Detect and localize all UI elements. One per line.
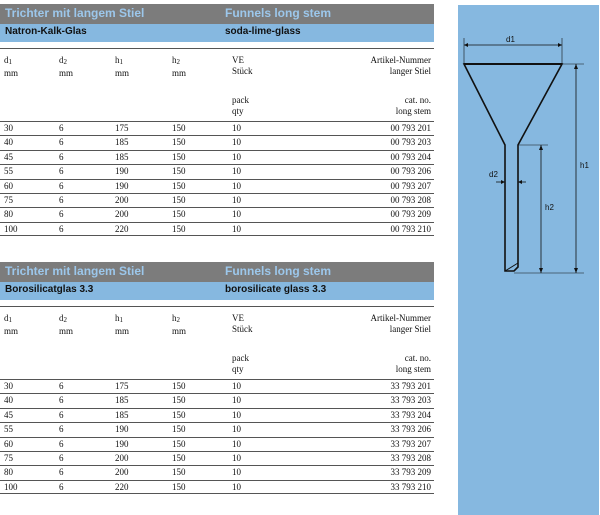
column-header [0, 306, 434, 351]
table-row: 55 6 190 150 10 00 793 206 [0, 164, 434, 178]
header-h2: h2 mm [172, 55, 187, 78]
table-row: 30 6 175 150 10 33 793 201 [0, 379, 434, 393]
header-cat-no: cat. no. long stem [395, 353, 431, 374]
material-german: Borosilicatglas 3.3 [5, 284, 94, 295]
table-body [0, 121, 434, 236]
h2-label: h2 [545, 203, 554, 212]
funnel-diagram-panel [458, 5, 599, 515]
table-row: 30 6 175 150 10 00 793 201 [0, 121, 434, 135]
table-section-borosilicate [0, 262, 434, 494]
header-d2: d2 mm [59, 55, 74, 78]
header-h2: h2 mm [172, 313, 187, 336]
funnel-outline [464, 64, 562, 271]
column-subheader [0, 93, 434, 121]
table-title-bar [0, 262, 434, 282]
table-row: 45 6 185 150 10 00 793 204 [0, 150, 434, 164]
table-row: 80 6 200 150 10 33 793 209 [0, 465, 434, 479]
header-d1: d1 mm [4, 55, 19, 78]
table-body [0, 379, 434, 494]
table-row: 55 6 190 150 10 33 793 206 [0, 422, 434, 436]
header-article-number: Artikel-Nummer langer Stiel [370, 55, 431, 76]
material-english: borosilicate glass 3.3 [225, 284, 327, 295]
table-title-bar [0, 4, 434, 24]
column-subheader [0, 351, 434, 379]
header-h1: h1 mm [115, 313, 130, 336]
h1-label: h1 [580, 161, 589, 170]
header-d1: d1 mm [4, 313, 19, 336]
header-d2: d2 mm [59, 313, 74, 336]
table-row: 100 6 220 150 10 33 793 210 [0, 480, 434, 494]
title-english: Funnels long stem [225, 6, 332, 20]
header-ve: VE Stück [232, 313, 253, 334]
column-header [0, 48, 434, 93]
table-row: 60 6 190 150 10 33 793 207 [0, 437, 434, 451]
table-row: 45 6 185 150 10 33 793 204 [0, 408, 434, 422]
funnel-diagram [458, 5, 599, 515]
table-row: 60 6 190 150 10 00 793 207 [0, 179, 434, 193]
d1-label: d1 [506, 35, 515, 44]
title-german: Trichter mit langem Stiel [5, 6, 145, 20]
table-row: 40 6 185 150 10 33 793 203 [0, 393, 434, 407]
table-row: 75 6 200 150 10 00 793 208 [0, 193, 434, 207]
d2-label: d2 [489, 170, 498, 179]
header-article-number: Artikel-Nummer langer Stiel [370, 313, 431, 334]
material-bar [0, 282, 434, 300]
table-row: 100 6 220 150 10 00 793 210 [0, 222, 434, 236]
header-h1: h1 mm [115, 55, 130, 78]
header-pack-qty: pack qty [232, 353, 249, 374]
material-bar [0, 24, 434, 42]
header-cat-no: cat. no. long stem [395, 95, 431, 116]
material-english: soda-lime-glass [225, 26, 301, 37]
header-pack-qty: pack qty [232, 95, 249, 116]
header-ve: VE Stück [232, 55, 253, 76]
title-german: Trichter mit langem Stiel [5, 264, 145, 278]
title-english: Funnels long stem [225, 264, 332, 278]
table-section-soda-lime [0, 4, 434, 236]
table-row: 80 6 200 150 10 00 793 209 [0, 207, 434, 221]
material-german: Natron-Kalk-Glas [5, 26, 87, 37]
table-row: 75 6 200 150 10 33 793 208 [0, 451, 434, 465]
table-row: 40 6 185 150 10 00 793 203 [0, 135, 434, 149]
